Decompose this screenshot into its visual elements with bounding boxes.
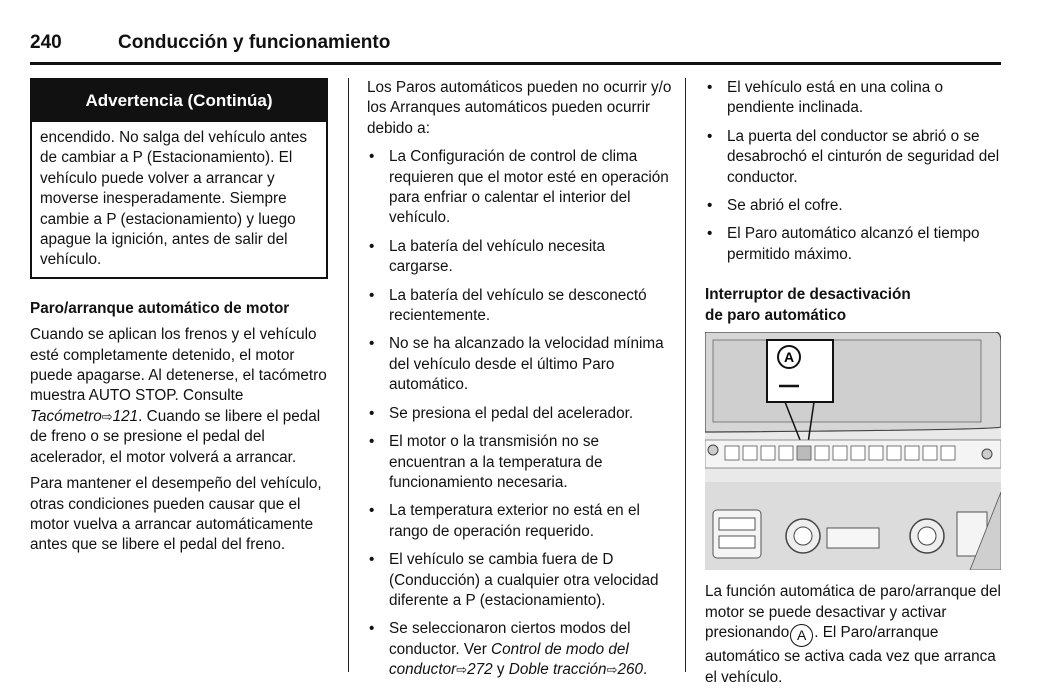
page-ref[interactable]: 121: [112, 407, 139, 425]
paragraph-text: . El Paro/arranque automático se activa cada vez que arranca el vehículo.: [705, 624, 996, 686]
list-item: [367, 619, 672, 680]
list-item-text: El vehículo está en una colina o pendiente inclinada.: [727, 79, 944, 117]
paragraph: [30, 325, 330, 468]
list-item: [705, 78, 1005, 119]
warning-body: encendido. No salga del vehículo antes de cambiar a P (Estacionamiento). El vehículo puede volver a arrancar y moverse inesperadamente. Siempre cambie a P (estacionamiento) y luego apague la ignición, antes de salir del vehículo.: [40, 129, 308, 269]
page-ref-arrow-icon: ⇨: [101, 408, 113, 424]
bullet-icon: •: [369, 620, 375, 638]
paragraph-text: La función automática de paro/arranque del motor se puede desactivar y activar presionando: [705, 583, 1001, 642]
list-item-text: El vehículo se cambia fuera de D (Conducción) a cualquier otra velocidad diferente a P (estacionamiento).: [389, 551, 659, 609]
list-item-text: El Paro automático alcanzó el tiempo permitido máximo.: [727, 225, 980, 263]
column-divider: [348, 78, 349, 672]
list-item-text: Se seleccionaron ciertos modos del conductor. Ver: [389, 620, 631, 658]
list-item-text: La batería del vehículo se desconectó recientemente.: [389, 286, 647, 325]
bullet-icon: •: [369, 286, 375, 304]
paragraph: Para mantener el desempeño del vehículo, otras condiciones pueden causar que el motor vuelva a arrancar automáticamente antes que se libere el pedal del freno.: [30, 475, 322, 554]
list-item-text: La batería del vehículo necesita cargarse.: [389, 237, 606, 276]
bullet-icon: •: [369, 237, 375, 255]
paragraph-text: . Cuando se libere el pedal de freno o se presione el pedal del acelerador, el motor volverá a arrancar.: [30, 407, 321, 466]
column-1: [30, 78, 330, 556]
paragraph-text: Cuando se aplican los frenos y el vehículo esté completamente detenido, el motor puede apagarse. Al detenerse, el tacómetro muestra AUTO STOP. Consulte: [30, 326, 327, 405]
column-3: [705, 78, 1005, 688]
list-item-text: Se presiona el pedal del acelerador.: [389, 404, 634, 422]
bullet-icon: •: [369, 148, 375, 166]
list-item-text: El motor o la transmisión no se encuentran a la temperatura de funcionamiento necesaria.: [389, 433, 603, 491]
bullet-icon: •: [707, 197, 713, 215]
column-divider: [685, 78, 686, 672]
list-item-text: La temperatura exterior no está en el rango de operación requerido.: [389, 502, 640, 540]
list-item: [367, 286, 672, 327]
auto-stop-glyph: A: [783, 349, 795, 366]
auto-stop-inline-icon: A: [790, 624, 813, 647]
section-title-auto-stop: Paro/arranque automático de motor: [30, 299, 290, 317]
link-driver-mode[interactable]: Control de modo del conductor: [389, 640, 629, 679]
bullet-icon: •: [369, 433, 375, 451]
page-number: 240: [30, 32, 62, 53]
intro-paragraph: Los Paros automáticos pueden no ocurrir y/o los Arranques automáticos pueden ocurrir debido a:: [367, 79, 672, 137]
column-2: [367, 78, 672, 681]
list-item-text: La puerta del conductor se abrió o se desabrochó el cinturón de seguridad del conductor.: [727, 127, 1000, 186]
page-ref-arrow-icon: ⇨: [456, 662, 468, 678]
page-ref-arrow-icon: ⇨: [606, 662, 618, 678]
list-item: [367, 334, 672, 395]
list-item: [367, 501, 672, 542]
list-item-text: y: [492, 661, 509, 679]
list-item: [367, 404, 672, 424]
condition-list: [705, 78, 1005, 265]
bullet-icon: •: [369, 335, 375, 353]
chapter-title: Conducción y funcionamiento: [118, 32, 391, 53]
page-ref[interactable]: 272: [467, 661, 493, 679]
warning-title: Advertencia (Continúa): [32, 80, 326, 122]
section-title-switch: Interruptor de desactivación de paro automático: [705, 286, 911, 324]
list-item: [367, 432, 672, 493]
bullet-icon: •: [369, 404, 375, 422]
condition-list: [367, 147, 672, 680]
list-item-text: No se ha alcanzado la velocidad mínima del vehículo desde el último Paro automático.: [389, 335, 664, 394]
bullet-icon: •: [369, 502, 375, 520]
list-item-text: Se abrió el cofre.: [727, 197, 843, 215]
bullet-icon: •: [707, 79, 713, 96]
list-item-text: La Configuración de control de clima requieren que el motor esté en operación para enfriar o calentar el interior del vehículo.: [389, 148, 669, 227]
dashboard-illustration: [705, 332, 1001, 570]
list-item-text: .: [643, 661, 648, 679]
bullet-icon: •: [707, 225, 713, 243]
list-item: [705, 196, 1005, 216]
page-ref[interactable]: 260: [617, 661, 643, 679]
list-item: [705, 127, 1005, 188]
page-header: [30, 30, 1001, 65]
list-item: [705, 224, 1005, 265]
bullet-icon: •: [707, 127, 713, 145]
list-item: [367, 550, 672, 611]
bullet-icon: •: [369, 551, 375, 569]
list-item: [367, 237, 672, 278]
paragraph: [705, 582, 1005, 688]
list-item: [367, 147, 672, 229]
warning-box: [30, 78, 328, 279]
link-tacometro[interactable]: Tacómetro: [30, 407, 102, 425]
link-doble-traccion[interactable]: Doble tracción: [508, 661, 607, 679]
